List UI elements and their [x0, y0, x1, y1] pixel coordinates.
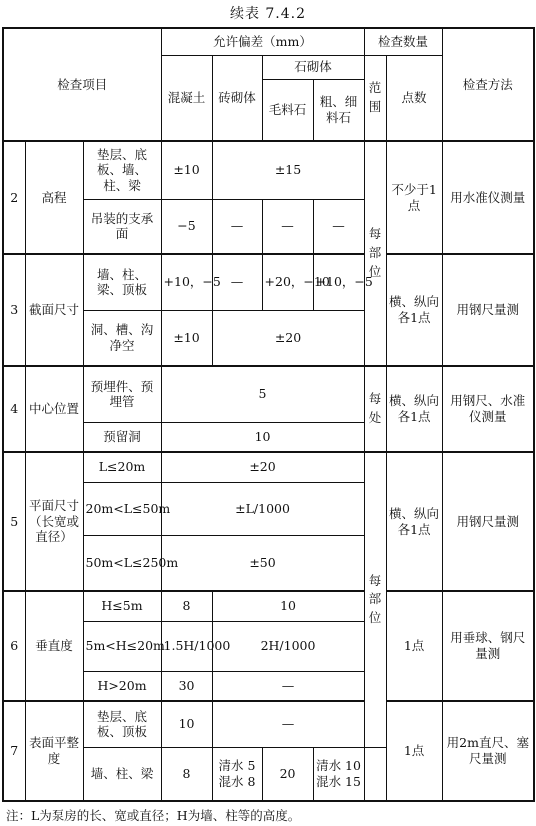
- row-number: 3: [3, 254, 25, 366]
- concrete-value: 30: [161, 671, 212, 701]
- sub-item-label: 50m<L≤250m: [83, 535, 161, 591]
- concrete-value: 8: [161, 591, 212, 621]
- sub-item-label: L≤20m: [83, 452, 161, 482]
- concrete-value: ±10: [161, 141, 212, 199]
- points-cell: 1点: [386, 701, 442, 801]
- tolerance-value: 5: [161, 366, 364, 422]
- rubble-value: +20，−10: [262, 254, 313, 310]
- row-number: 6: [3, 591, 25, 701]
- sub-item-label: 垫层、底板、墙、柱、梁: [83, 141, 161, 199]
- header-scope: 范围: [364, 55, 386, 141]
- concrete-value: 8: [161, 747, 212, 801]
- header-brick: 砖砌体: [212, 55, 262, 141]
- masonry-value: ±15: [212, 141, 364, 199]
- points-cell: 1点: [386, 591, 442, 701]
- masonry-value: —: [212, 701, 364, 747]
- row-name: 平面尺寸（长宽或直径）: [25, 452, 83, 591]
- header-fine-stone: 粗、细料石: [313, 79, 364, 141]
- brick-value: —: [212, 254, 262, 310]
- inspection-table: [2, 27, 535, 802]
- row-number: 5: [3, 452, 25, 591]
- sub-item-label: H≤5m: [83, 591, 161, 621]
- row-name: 中心位置: [25, 366, 83, 452]
- fine-stone-value: 清水 10 混水 15: [313, 747, 364, 801]
- rubble-value: 20: [262, 747, 313, 801]
- concrete-value: 10: [161, 701, 212, 747]
- header-item: 检查项目: [3, 28, 161, 141]
- sub-item-label: 垫层、底板、顶板: [83, 701, 161, 747]
- row-number: 4: [3, 366, 25, 452]
- sub-item-label: 5m<H≤20m: [83, 621, 161, 671]
- points-cell: 横、纵向各1点: [386, 452, 442, 591]
- concrete-value: ±10: [161, 310, 212, 366]
- method-cell: 用钢尺量测: [442, 254, 534, 366]
- row-number: 7: [3, 701, 25, 801]
- header-points: 点数: [386, 55, 442, 141]
- scope-cell: 每部位: [364, 452, 386, 747]
- sub-item-label: 墙、柱、梁: [83, 747, 161, 801]
- header-inspection-qty: 检查数量: [364, 28, 442, 55]
- brick-value: —: [212, 199, 262, 254]
- masonry-value: ±20: [212, 310, 364, 366]
- row-number: 2: [3, 141, 25, 254]
- masonry-value: 2H/1000: [212, 621, 364, 671]
- points-cell: 横、纵向各1点: [386, 254, 442, 366]
- concrete-value: 1.5H/1000: [161, 621, 212, 671]
- brick-value: 清水 5 混水 8: [212, 747, 262, 801]
- header-method: 检查方法: [442, 28, 534, 141]
- concrete-value: −5: [161, 199, 212, 254]
- header-rubble: 毛料石: [262, 79, 313, 141]
- sub-item-label: 预埋件、预埋管: [83, 366, 161, 422]
- method-cell: 用2m直尺、塞尺量测: [442, 701, 534, 801]
- sub-item-label: 20m<L≤50m: [83, 482, 161, 535]
- sub-item-label: 预留洞: [83, 422, 161, 452]
- table-title: 续表 7.4.2: [229, 6, 307, 22]
- points-cell: 不少于1点: [386, 141, 442, 254]
- row-name: 表面平整度: [25, 701, 83, 801]
- method-cell: 用钢尺、水准仪测量: [442, 366, 534, 452]
- method-cell: 用垂球、钢尺量测: [442, 591, 534, 701]
- sub-item-label: 洞、槽、沟净空: [83, 310, 161, 366]
- rubble-value: —: [262, 199, 313, 254]
- sub-item-label: H>20m: [83, 671, 161, 701]
- method-cell: 用钢尺量测: [442, 452, 534, 591]
- method-cell: 用水准仪测量: [442, 141, 534, 254]
- sub-item-label: 墙、柱、梁、顶板: [83, 254, 161, 310]
- header-stone: 石砌体: [262, 55, 364, 79]
- scope-cell: 每部位: [364, 141, 386, 366]
- row-name: 垂直度: [25, 591, 83, 701]
- fine-stone-value: —: [313, 199, 364, 254]
- header-tolerance: 允许偏差（mm）: [161, 28, 364, 55]
- concrete-value: +10，−5: [161, 254, 212, 310]
- table-note: 注：L为泵房的长、宽或直径；H为墙、柱等的高度。: [6, 808, 301, 823]
- fine-stone-value: +10，−5: [313, 254, 364, 310]
- masonry-value: 10: [212, 591, 364, 621]
- masonry-value: —: [212, 671, 364, 701]
- tolerance-value: ±L/1000: [161, 482, 364, 535]
- tolerance-value: ±50: [161, 535, 364, 591]
- points-cell: 横、纵向各1点: [386, 366, 442, 452]
- row-name: 截面尺寸: [25, 254, 83, 366]
- scope-cell: 每处: [364, 366, 386, 452]
- tolerance-value: 10: [161, 422, 364, 452]
- tolerance-value: ±20: [161, 452, 364, 482]
- row-name: 高程: [25, 141, 83, 254]
- sub-item-label: 吊装的支承面: [83, 199, 161, 254]
- header-concrete: 混凝土: [161, 55, 212, 141]
